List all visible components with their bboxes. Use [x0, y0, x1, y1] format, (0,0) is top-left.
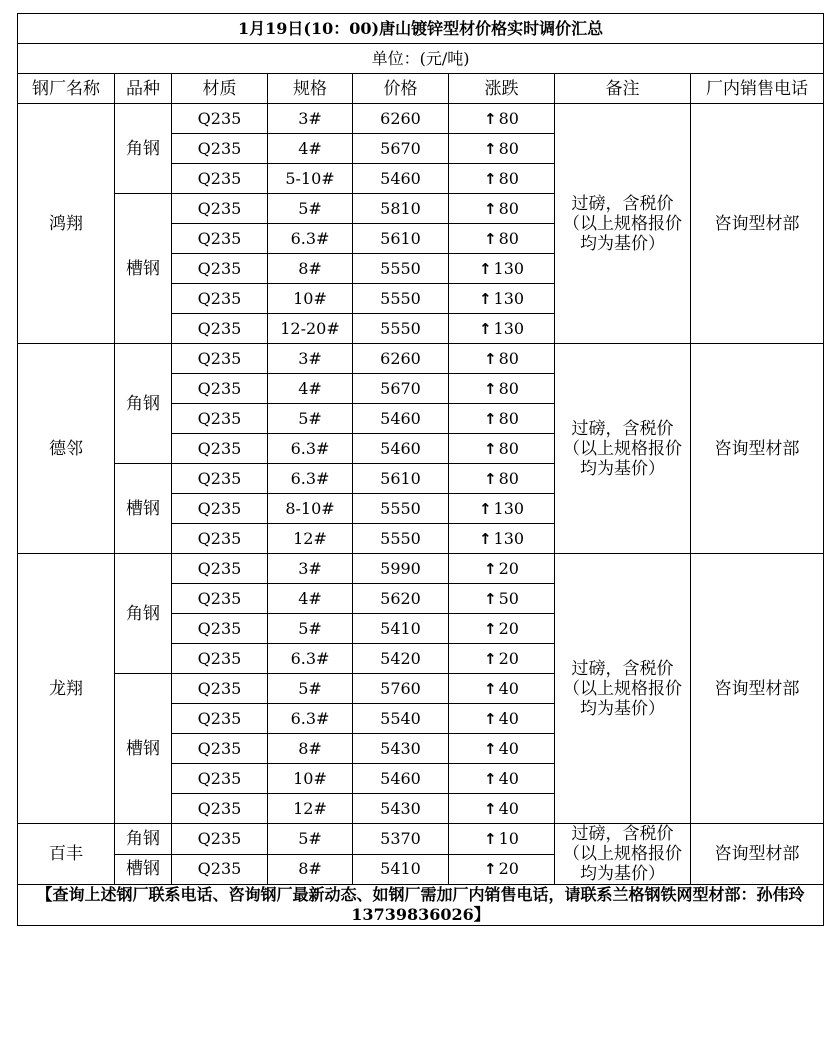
- up-arrow-icon: ↑: [484, 169, 497, 188]
- change-value: 80: [498, 138, 519, 158]
- price-cell: 5460: [353, 764, 449, 794]
- up-arrow-icon: ↑: [484, 799, 497, 818]
- change-cell: [449, 224, 555, 254]
- material-cell: Q235: [172, 374, 268, 404]
- price-cell: 5620: [353, 584, 449, 614]
- header-mill: 钢厂名称: [18, 74, 115, 104]
- price-cell: 6260: [353, 344, 449, 374]
- category-name: 角钢: [115, 104, 172, 194]
- material-cell: Q235: [172, 344, 268, 374]
- change-cell: [449, 824, 555, 855]
- up-arrow-icon: ↑: [484, 139, 497, 158]
- change-cell: [449, 164, 555, 194]
- price-cell: 5610: [353, 224, 449, 254]
- table-row: [18, 554, 824, 584]
- up-arrow-icon: ↑: [484, 229, 497, 248]
- change-value: 80: [498, 408, 519, 428]
- up-arrow-icon: ↑: [484, 349, 497, 368]
- contact-cell: 咨询型材部: [691, 104, 824, 344]
- change-cell: [449, 404, 555, 434]
- material-cell: Q235: [172, 104, 268, 134]
- up-arrow-icon: ↑: [484, 679, 497, 698]
- contact-cell: 咨询型材部: [691, 344, 824, 554]
- spec-cell: 10#: [268, 764, 353, 794]
- spec-cell: 3#: [268, 104, 353, 134]
- change-value: 20: [498, 558, 519, 578]
- up-arrow-icon: ↑: [484, 559, 497, 578]
- spec-cell: 5#: [268, 404, 353, 434]
- price-cell: 5460: [353, 404, 449, 434]
- up-arrow-icon: ↑: [484, 199, 497, 218]
- up-arrow-icon: ↑: [484, 649, 497, 668]
- change-value: 80: [498, 438, 519, 458]
- up-arrow-icon: ↑: [484, 709, 497, 728]
- change-value: 20: [498, 859, 519, 879]
- up-arrow-icon: ↑: [484, 439, 497, 458]
- up-arrow-icon: ↑: [484, 379, 497, 398]
- mill-name: 百丰: [18, 824, 115, 885]
- note-cell: 过磅，含税价（以上规格报价均为基价）: [555, 824, 691, 885]
- spec-cell: 8#: [268, 734, 353, 764]
- mill-name: 龙翔: [18, 554, 115, 824]
- header-spec: 规格: [268, 74, 353, 104]
- price-cell: 5460: [353, 434, 449, 464]
- material-cell: Q235: [172, 524, 268, 554]
- change-value: 50: [498, 588, 519, 608]
- change-cell: [449, 434, 555, 464]
- page-title: 1月19日(10：00)唐山镀锌型材价格实时调价汇总: [18, 14, 824, 44]
- change-value: 80: [498, 468, 519, 488]
- change-value: 20: [498, 618, 519, 638]
- price-cell: 5410: [353, 854, 449, 885]
- price-cell: 5540: [353, 704, 449, 734]
- change-value: 40: [498, 768, 519, 788]
- change-cell: [449, 104, 555, 134]
- category-name: 槽钢: [115, 854, 172, 885]
- change-cell: [449, 284, 555, 314]
- change-value: 80: [498, 348, 519, 368]
- footer-row: [18, 885, 824, 926]
- category-name: 角钢: [115, 554, 172, 674]
- material-cell: Q235: [172, 464, 268, 494]
- price-cell: 5760: [353, 674, 449, 704]
- up-arrow-icon: ↑: [484, 109, 497, 128]
- spec-cell: 6.3#: [268, 464, 353, 494]
- up-arrow-icon: ↑: [478, 259, 492, 278]
- change-cell: [449, 614, 555, 644]
- material-cell: Q235: [172, 794, 268, 824]
- category-name: 槽钢: [115, 464, 172, 554]
- change-cell: [449, 764, 555, 794]
- header-row: [18, 74, 824, 104]
- spec-cell: 8#: [268, 854, 353, 885]
- change-cell: [449, 194, 555, 224]
- spec-cell: 6.3#: [268, 644, 353, 674]
- change-cell: [449, 794, 555, 824]
- price-cell: 5410: [353, 614, 449, 644]
- price-cell: 5430: [353, 794, 449, 824]
- change-value: 80: [498, 168, 519, 188]
- table-row: [18, 344, 824, 374]
- change-cell: [449, 464, 555, 494]
- footer-note: 【查询上述钢厂联系电话、咨询钢厂最新动态、如钢厂需加厂内销售电话，请联系兰格钢铁网型材部：孙伟玲13739836026】: [18, 885, 824, 926]
- table-row: [18, 824, 824, 855]
- category-name: 角钢: [115, 344, 172, 464]
- category-name: 槽钢: [115, 194, 172, 344]
- material-cell: Q235: [172, 164, 268, 194]
- change-value: 130: [493, 288, 525, 308]
- spec-cell: 5#: [268, 614, 353, 644]
- spec-cell: 5#: [268, 194, 353, 224]
- price-cell: 5370: [353, 824, 449, 855]
- change-cell: [449, 344, 555, 374]
- change-cell: [449, 314, 555, 344]
- change-value: 80: [498, 198, 519, 218]
- change-cell: [449, 134, 555, 164]
- spec-cell: 5-10#: [268, 164, 353, 194]
- contact-cell: 咨询型材部: [691, 824, 824, 885]
- price-cell: 5420: [353, 644, 449, 674]
- material-cell: Q235: [172, 284, 268, 314]
- spec-cell: 6.3#: [268, 434, 353, 464]
- mill-name: 德邻: [18, 344, 115, 554]
- up-arrow-icon: ↑: [484, 829, 497, 848]
- up-arrow-icon: ↑: [484, 860, 497, 879]
- header-phone: 厂内销售电话: [691, 74, 824, 104]
- change-value: 40: [498, 708, 519, 728]
- price-cell: 5550: [353, 494, 449, 524]
- change-cell: [449, 584, 555, 614]
- material-cell: Q235: [172, 194, 268, 224]
- material-cell: Q235: [172, 494, 268, 524]
- up-arrow-icon: ↑: [484, 739, 497, 758]
- price-cell: 5610: [353, 464, 449, 494]
- material-cell: Q235: [172, 614, 268, 644]
- header-change: 涨跌: [449, 74, 555, 104]
- price-cell: 5460: [353, 164, 449, 194]
- change-value: 80: [498, 378, 519, 398]
- change-value: 130: [493, 528, 525, 548]
- price-cell: 5550: [353, 314, 449, 344]
- change-cell: [449, 554, 555, 584]
- material-cell: Q235: [172, 584, 268, 614]
- spec-cell: 4#: [268, 584, 353, 614]
- material-cell: Q235: [172, 644, 268, 674]
- change-value: 80: [498, 228, 519, 248]
- change-value: 130: [493, 258, 525, 278]
- up-arrow-icon: ↑: [478, 289, 492, 308]
- note-cell: 过磅，含税价（以上规格报价均为基价）: [555, 554, 691, 824]
- change-cell: [449, 494, 555, 524]
- change-cell: [449, 674, 555, 704]
- price-cell: 5430: [353, 734, 449, 764]
- note-cell: 过磅，含税价（以上规格报价均为基价）: [555, 344, 691, 554]
- up-arrow-icon: ↑: [478, 499, 492, 518]
- up-arrow-icon: ↑: [484, 469, 497, 488]
- spec-cell: 6.3#: [268, 704, 353, 734]
- material-cell: Q235: [172, 674, 268, 704]
- spec-cell: 3#: [268, 554, 353, 584]
- change-value: 10: [498, 828, 519, 848]
- contact-cell: 咨询型材部: [691, 554, 824, 824]
- price-cell: 5550: [353, 254, 449, 284]
- material-cell: Q235: [172, 254, 268, 284]
- spec-cell: 4#: [268, 134, 353, 164]
- change-cell: [449, 854, 555, 885]
- change-value: 40: [498, 738, 519, 758]
- price-cell: 5810: [353, 194, 449, 224]
- up-arrow-icon: ↑: [484, 769, 497, 788]
- change-value: 40: [498, 798, 519, 818]
- change-cell: [449, 254, 555, 284]
- up-arrow-icon: ↑: [478, 319, 492, 338]
- change-value: 80: [498, 108, 519, 128]
- spec-cell: 8#: [268, 254, 353, 284]
- price-cell: 5550: [353, 284, 449, 314]
- material-cell: Q235: [172, 734, 268, 764]
- material-cell: Q235: [172, 404, 268, 434]
- spec-cell: 8-10#: [268, 494, 353, 524]
- header-price: 价格: [353, 74, 449, 104]
- table-row: [18, 104, 824, 134]
- note-cell: 过磅，含税价（以上规格报价均为基价）: [555, 104, 691, 344]
- header-note: 备注: [555, 74, 691, 104]
- header-material: 材质: [172, 74, 268, 104]
- spec-cell: 12#: [268, 794, 353, 824]
- change-cell: [449, 374, 555, 404]
- unit-label: 单位：(元/吨): [18, 44, 824, 74]
- price-cell: 5670: [353, 374, 449, 404]
- material-cell: Q235: [172, 854, 268, 885]
- material-cell: Q235: [172, 224, 268, 254]
- up-arrow-icon: ↑: [484, 409, 497, 428]
- change-cell: [449, 644, 555, 674]
- up-arrow-icon: ↑: [478, 529, 492, 548]
- up-arrow-icon: ↑: [484, 619, 497, 638]
- spec-cell: 12-20#: [268, 314, 353, 344]
- change-value: 130: [493, 498, 525, 518]
- change-value: 40: [498, 678, 519, 698]
- price-cell: 5550: [353, 524, 449, 554]
- spec-cell: 5#: [268, 824, 353, 855]
- price-cell: 5990: [353, 554, 449, 584]
- change-value: 130: [493, 318, 525, 338]
- category-name: 槽钢: [115, 674, 172, 824]
- material-cell: Q235: [172, 314, 268, 344]
- price-cell: 5670: [353, 134, 449, 164]
- material-cell: Q235: [172, 704, 268, 734]
- material-cell: Q235: [172, 434, 268, 464]
- spec-cell: 6.3#: [268, 224, 353, 254]
- material-cell: Q235: [172, 764, 268, 794]
- change-cell: [449, 524, 555, 554]
- mill-name: 鸿翔: [18, 104, 115, 344]
- spec-cell: 5#: [268, 674, 353, 704]
- spec-cell: 10#: [268, 284, 353, 314]
- price-table: [17, 13, 824, 926]
- spec-cell: 4#: [268, 374, 353, 404]
- change-cell: [449, 734, 555, 764]
- material-cell: Q235: [172, 554, 268, 584]
- change-value: 20: [498, 648, 519, 668]
- change-cell: [449, 704, 555, 734]
- header-category: 品种: [115, 74, 172, 104]
- material-cell: Q235: [172, 824, 268, 855]
- price-cell: 6260: [353, 104, 449, 134]
- spec-cell: 12#: [268, 524, 353, 554]
- category-name: 角钢: [115, 824, 172, 855]
- spec-cell: 3#: [268, 344, 353, 374]
- up-arrow-icon: ↑: [484, 589, 497, 608]
- material-cell: Q235: [172, 134, 268, 164]
